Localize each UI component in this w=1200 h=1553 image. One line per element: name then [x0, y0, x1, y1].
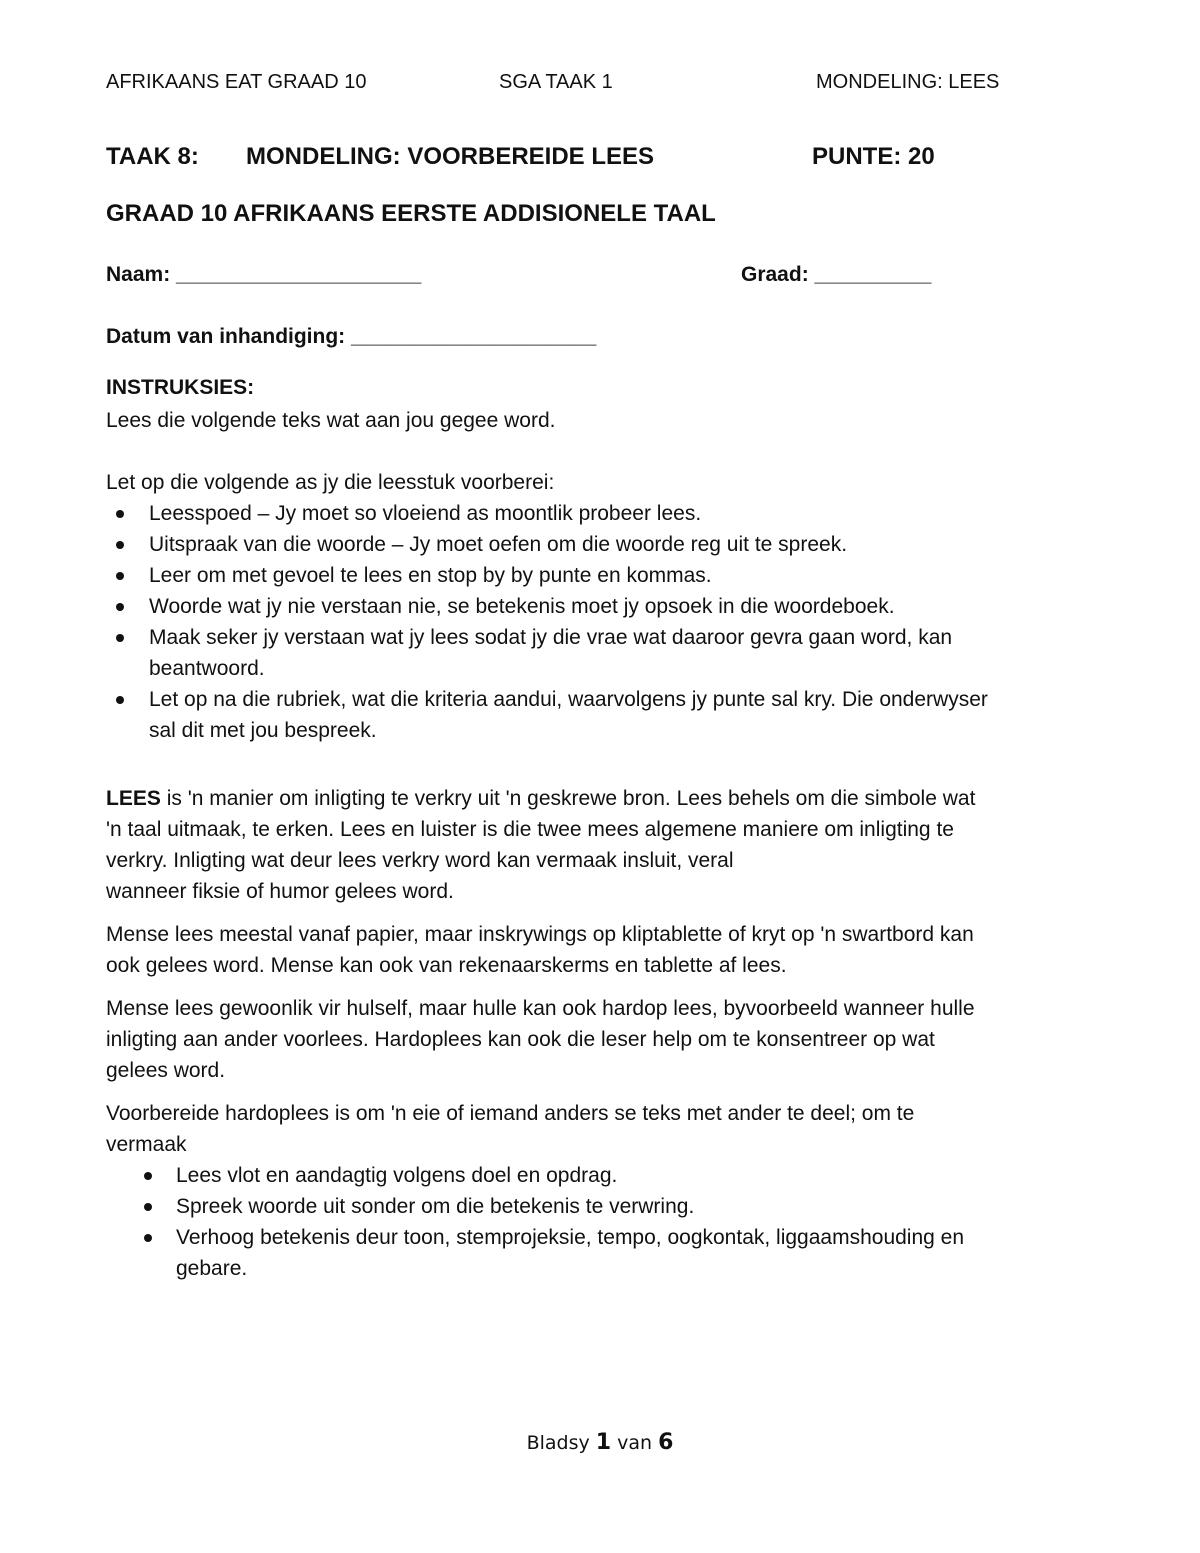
task-title: MONDELING: VOORBEREIDE LEES	[246, 143, 655, 170]
list-item-continuation: gebare.	[176, 1257, 248, 1280]
lees-term: LEES	[106, 787, 161, 810]
paragraph-3-line-2: inligting aan ander voorlees. Hardoplees kan ook die leser help om te konsentreer op wat	[106, 1028, 935, 1051]
bullet-icon	[116, 603, 124, 611]
marks-total: PUNTE: 20	[812, 143, 935, 170]
list-item: Leer om met gevoel te lees en stop by by punte en kommas.	[106, 560, 1106, 591]
bullet-icon	[116, 572, 124, 580]
bullet-icon	[116, 634, 124, 642]
paragraph-3-line-3: gelees word.	[106, 1059, 226, 1082]
paragraph-3-line-1: Mense lees gewoonlik vir hulself, maar hulle kan ook hardop lees, byvoorbeeld wanneer hulle	[106, 997, 975, 1020]
list-item: Woorde wat jy nie verstaan nie, se betekenis moet jy opsoek in die woordeboek.	[106, 591, 1106, 622]
paragraph-1-line-2: 'n taal uitmaak, te erken. Lees en luister is die twee mees algemene maniere om inligting te	[106, 818, 954, 841]
paragraph-2-line-1: Mense lees meestal vanaf papier, maar inskrywings op kliptablette of kryt op 'n swartbord kan	[106, 923, 974, 946]
header-center: SGA TAAK 1	[499, 71, 613, 93]
list-item-continuation: sal dit met jou bespreek.	[149, 719, 377, 742]
page-footer: Bladsy 1 van 6	[526, 1430, 674, 1455]
list-item: Lees vlot en aandagtig volgens doel en opdrag.	[106, 1160, 1106, 1191]
bullet-icon	[116, 541, 124, 549]
list-item: Leesspoed – Jy moet so vloeiend as moontlik probeer lees.	[106, 498, 1106, 529]
subtitle: GRAAD 10 AFRIKAANS EERSTE ADDISIONELE TAAL	[106, 200, 716, 227]
bullet-icon	[144, 1172, 152, 1180]
bullet-icon	[144, 1203, 152, 1211]
bullet-icon	[116, 696, 124, 704]
header-right: MONDELING: LEES	[816, 71, 1000, 93]
page-number: 1	[595, 1430, 612, 1455]
instructions-line-1: Lees die volgende teks wat aan jou gegee word.	[106, 409, 556, 432]
instructions-heading: INSTRUKSIES:	[106, 376, 255, 399]
submission-date-field: Datum van inhandiging: _____________________	[106, 325, 597, 348]
paragraph-1-line-4: wanneer fiksie of humor gelees word.	[106, 880, 454, 903]
list-item-continuation: beantwoord.	[149, 657, 265, 680]
list-item: Verhoog betekenis deur toon, stemprojeksie, tempo, oogkontak, liggaamshouding en	[106, 1222, 1106, 1253]
grade-field: Graad: __________	[741, 263, 932, 286]
header-left: AFRIKAANS EAT GRAAD 10	[106, 71, 367, 93]
instructions-line-2: Let op die volgende as jy die leesstuk voorberei:	[106, 471, 555, 494]
list-item: Let op na die rubriek, wat die kriteria aandui, waarvolgens jy punte sal kry. Die onderwyser	[106, 684, 1106, 715]
bullet-icon	[116, 510, 124, 518]
paragraph-4-line-2: vermaak	[106, 1133, 187, 1156]
paragraph-4-line-1: Voorbereide hardoplees is om 'n eie of iemand anders se teks met ander te deel; om te	[106, 1102, 915, 1125]
page-total: 6	[658, 1430, 674, 1455]
list-item: Maak seker jy verstaan wat jy lees sodat jy die vrae wat daaroor gevra gaan word, kan	[106, 622, 1106, 653]
list-item: Spreek woorde uit sonder om die betekenis te verwring.	[106, 1191, 1106, 1222]
paragraph-1-line-3: verkry. Inligting wat deur lees verkry word kan vermaak insluit, veral	[106, 849, 734, 872]
task-number: TAAK 8:	[106, 143, 199, 170]
reading-tips-list	[106, 1160, 1106, 1284]
bullet-icon	[144, 1234, 152, 1242]
paragraph-2-line-2: ook gelees word. Mense kan ook van rekenaarskerms en tablette af lees.	[106, 954, 787, 977]
name-field: Naam: _____________________	[106, 263, 422, 286]
paragraph-1-line-1: LEES is 'n manier om inligting te verkry uit 'n geskrewe bron. Lees behels om die simbole wat	[106, 787, 976, 810]
list-item: Uitspraak van die woorde – Jy moet oefen om die woorde reg uit te spreek.	[106, 529, 1106, 560]
instruction-list	[106, 498, 1106, 746]
